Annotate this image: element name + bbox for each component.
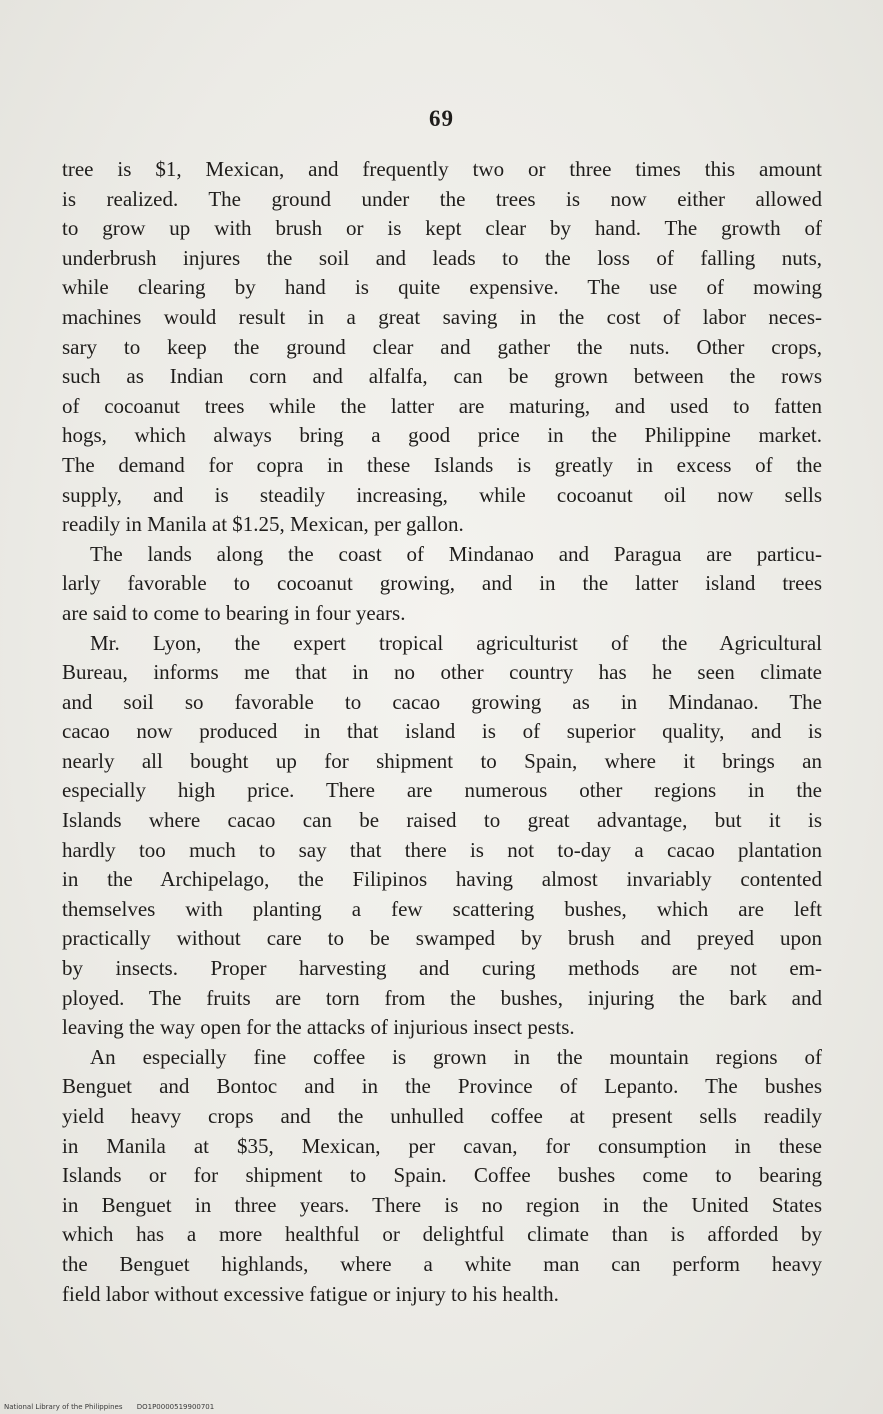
text-line: Mr. Lyon, the expert tropical agriculturist of the Agricultural	[90, 630, 822, 655]
text-line: to grow up with brush or is kept clear by hand. The growth of	[62, 216, 822, 241]
paragraph	[62, 1043, 822, 1309]
scan-footer	[4, 1403, 214, 1411]
text-line: ployed. The fruits are torn from the bushes, injuring the bark and	[62, 985, 822, 1010]
text-line: the Benguet highlands, where a white man can perform heavy	[62, 1251, 822, 1276]
text-line: underbrush injures the soil and leads to the loss of falling nuts,	[62, 245, 822, 270]
text-line: hogs, which always bring a good price in the Philippine market.	[62, 423, 822, 448]
library-credit: National Library of the Philippines	[4, 1403, 123, 1411]
paragraph	[62, 540, 822, 629]
text-line: such as Indian corn and alfalfa, can be grown between the rows	[62, 364, 822, 389]
text-line: yield heavy crops and the unhulled coffee at present sells readily	[62, 1104, 822, 1128]
text-line: nearly all bought up for shipment to Spain, where it brings an	[62, 748, 822, 773]
text-line: practically without care to be swamped by brush and preyed upon	[62, 926, 822, 951]
text-line: leaving the way open for the attacks of injurious insect pests.	[62, 1015, 575, 1040]
text-line: in the Archipelago, the Filipinos having almost invariably contented	[62, 867, 822, 892]
text-line: themselves with planting a few scattering bushes, which are left	[62, 896, 822, 921]
text-line: in Benguet in three years. There is no region in the United States	[62, 1192, 822, 1217]
paragraph	[62, 629, 822, 1043]
text-line: are said to come to bearing in four years.	[62, 600, 406, 625]
text-line: in Manila at $35, Mexican, per cavan, for consumption in these	[62, 1133, 822, 1158]
text-line: supply, and is steadily increasing, while cocoanut oil now sells	[62, 482, 822, 507]
text-line: Bureau, informs me that in no other country has he seen climate	[62, 660, 822, 685]
text-line: The lands along the coast of Mindanao and Paragua are particu-	[90, 541, 822, 566]
text-line: by insects. Proper harvesting and curing methods are not em-	[62, 956, 822, 981]
text-line: sary to keep the ground clear and gather the nuts. Other crops,	[62, 334, 822, 359]
text-line: tree is $1, Mexican, and frequently two or three times this amount	[62, 157, 822, 181]
text-line: especially high price. There are numerous other regions in the	[62, 778, 822, 803]
text-line: hardly too much to say that there is not to-day a cacao plantation	[62, 837, 822, 862]
text-line: Benguet and Bontoc and in the Province of Lepanto. The bushes	[62, 1074, 822, 1099]
text-line: The demand for copra in these Islands is greatly in excess of the	[62, 452, 822, 477]
text-line: which has a more healthful or delightful climate than is afforded by	[62, 1222, 822, 1247]
text-line: larly favorable to cocoanut growing, and in the latter island trees	[62, 571, 822, 596]
text-line: readily in Manila at $1.25, Mexican, per gallon.	[62, 512, 464, 537]
text-line: Islands where cacao can be raised to great advantage, but it is	[62, 808, 822, 833]
scan-code: DO1P0000519900701	[136, 1403, 215, 1411]
text-line: while clearing by hand is quite expensive. The use of mowing	[62, 275, 822, 300]
page-number: 69	[429, 106, 454, 131]
text-line: field labor without excessive fatigue or injury to his health.	[62, 1281, 559, 1306]
body-text	[62, 155, 822, 1309]
text-line: An especially fine coffee is grown in the mountain regions of	[90, 1044, 822, 1069]
text-line: cacao now produced in that island is of superior quality, and is	[62, 719, 822, 744]
text-line: of cocoanut trees while the latter are maturing, and used to fatten	[62, 393, 822, 418]
text-line: machines would result in a great saving in the cost of labor neces-	[62, 304, 822, 329]
paragraph	[62, 155, 822, 540]
text-line: and soil so favorable to cacao growing as in Mindanao. The	[62, 689, 822, 714]
text-line: Islands or for shipment to Spain. Coffee bushes come to bearing	[62, 1163, 822, 1188]
text-line: is realized. The ground under the trees is now either allowed	[62, 186, 822, 211]
